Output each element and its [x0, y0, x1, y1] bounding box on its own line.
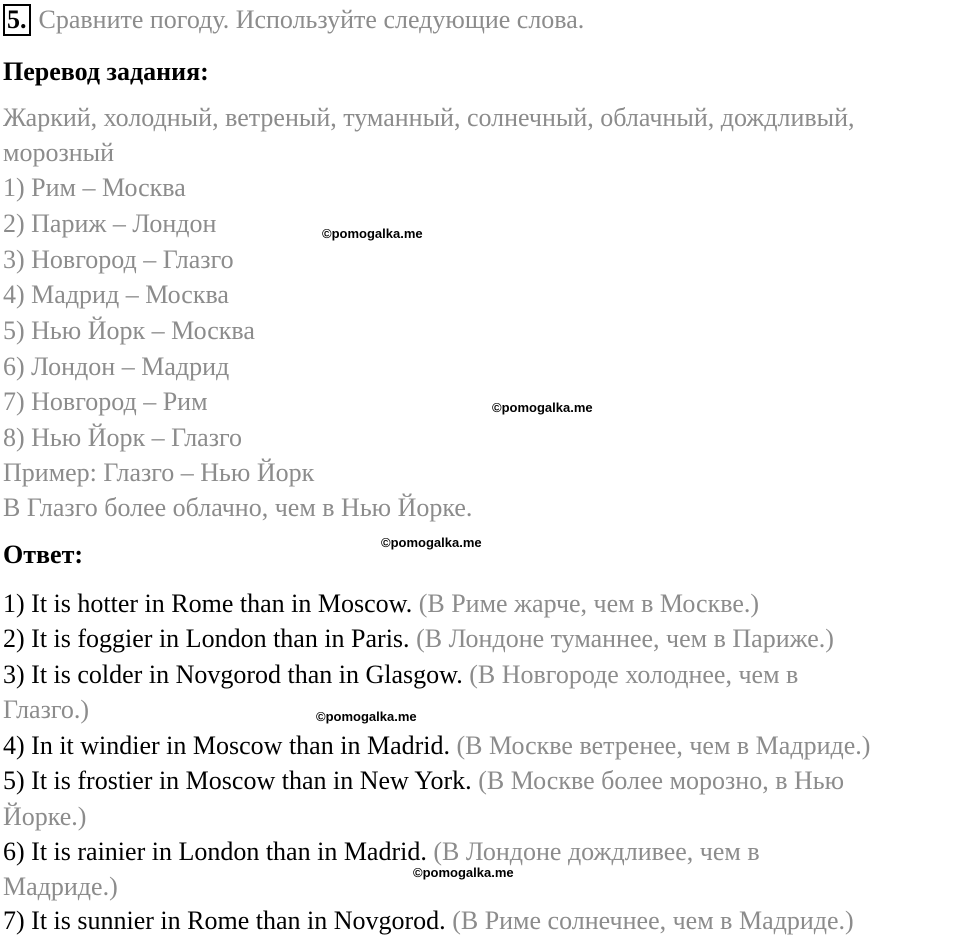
answer-item [3, 905, 854, 937]
task-header [3, 4, 584, 36]
answer-item [3, 730, 870, 762]
answer-ru: (В Москве более морозно, в Нью [478, 766, 845, 795]
answer-heading: Ответ: [3, 540, 84, 569]
pair-item: 6) Лондон – Мадрид [3, 352, 230, 381]
translation-heading: Перевод задания: [3, 57, 209, 86]
answer-ru: (В Москве ветренее, чем в Мадриде.) [456, 731, 871, 760]
pair-item: 5) Нью Йорк – Москва [3, 316, 255, 345]
answer-en: 2) It is foggier in London than in Paris. [3, 624, 417, 653]
words-line-2: морозный [3, 138, 115, 167]
answer-en: 4) In it windier in Moscow than in Madrid. [3, 731, 457, 760]
answer-en: 1) It is hotter in Rome than in Moscow. [3, 589, 419, 618]
answer-en: 3) It is colder in Novgorod than in Glasgow. [3, 660, 470, 689]
example-text: В Глазго более облачно, чем в Нью Йорке. [3, 493, 473, 522]
pair-item: 4) Мадрид – Москва [3, 280, 229, 309]
answer-ru: (В Риме солнечнее, чем в Мадриде.) [452, 906, 854, 935]
watermark: ©pomogalka.me [413, 865, 514, 880]
answer-en: 5) It is frostier in Moscow than in New York. [3, 766, 479, 795]
answer-item [3, 588, 759, 620]
example-label: Пример: Глазго – Нью Йорк [3, 458, 315, 487]
pair-item: 7) Новгород – Рим [3, 387, 208, 416]
answer-ru-continuation: Глазго.) [3, 695, 90, 724]
task-number: 5. [3, 4, 31, 36]
task-instruction: Сравните погоду. Используйте следующие слова. [38, 5, 585, 34]
answer-en: 7) It is sunnier in Rome than in Novgorod. [3, 906, 453, 935]
watermark: ©pomogalka.me [381, 535, 482, 550]
words-line-1: Жаркий, холодный, ветреный, туманный, солнечный, облачный, дождливый, [3, 103, 855, 132]
answer-ru-continuation: Мадриде.) [3, 872, 118, 901]
pair-item: 2) Париж – Лондон [3, 209, 217, 238]
watermark: ©pomogalka.me [316, 709, 417, 724]
pair-item: 1) Рим – Москва [3, 173, 186, 202]
watermark: ©pomogalka.me [322, 226, 423, 241]
answer-ru: (В Лондоне дождливее, чем в [433, 837, 760, 866]
watermark: ©pomogalka.me [492, 400, 593, 415]
answer-ru-continuation: Йорке.) [3, 802, 87, 831]
answer-en: 6) It is rainier in London than in Madrid. [3, 837, 434, 866]
pair-item: 3) Новгород – Глазго [3, 245, 234, 274]
answer-ru: (В Новгороде холоднее, чем в [469, 660, 799, 689]
answer-item [3, 659, 798, 691]
answer-item [3, 623, 834, 655]
answer-item [3, 836, 760, 868]
answer-ru: (В Лондоне туманнее, чем в Париже.) [416, 624, 834, 653]
pair-item: 8) Нью Йорк – Глазго [3, 423, 243, 452]
answer-item [3, 765, 844, 797]
answer-ru: (В Риме жарче, чем в Москве.) [418, 589, 760, 618]
